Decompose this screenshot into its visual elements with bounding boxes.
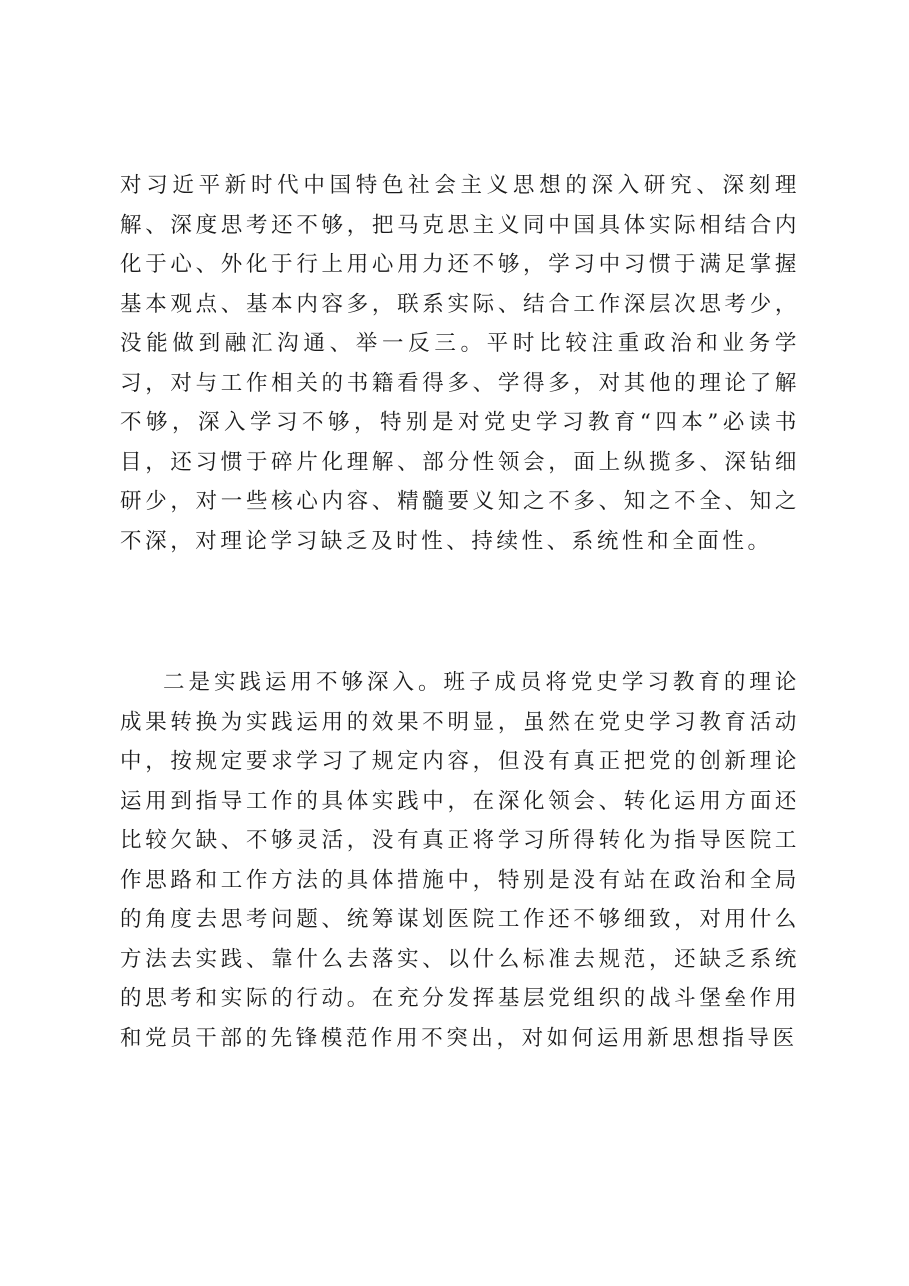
paragraph-practice: 二是实践运用不够深入。班子成员将党史学习教育的理论成果转换为实践运用的效果不明显，虽然在党史学习教育活动中，按规定要求学习了规定内容，但没有真正把党的创新理论运用到指导工作的具体实践中，在深化领会、转化运用方面还比较欠缺、不够灵活，没有真正将学习所得转化为指导医院工作思路和工作方法的具体措施中，特别是没有站在政治和全局的角度去思考问题、统筹谋划医院工作还不够细致，对用什么方法去实践、靠什么去落实、以什么标准去规范，还缺乏系统的思考和实际的行动。在充分发挥基层党组织的战斗堡垒作用和党员干部的先锋模范作用不突出，对如何运用新思想指导医 — [120, 670, 800, 1051]
paragraph-continuation: 对习近平新时代中国特色社会主义思想的深入研究、深刻理解、深度思考还不够，把马克思主义同中国具体实际相结合内化于心、外化于行上用心用力还不够，学习中习惯于满足掌握基本观点、基本内容多，联系实际、结合工作深层次思考少，没能做到融汇沟通、举一反三。平时比较注重政治和业务学习，对与工作相关的书籍看得多、学得多，对其他的理论了解不够，深入学习不够，特别是对党史学习教育“四本”必读书目，还习惯于碎片化理解、部分性领会，面上纵揽多、深钻细研少，对一些核心内容、精髓要义知之不多、知之不全、知之不深，对理论学习缺乏及时性、持续性、系统性和全面性。 — [120, 173, 800, 554]
body-text-block-1 — [120, 166, 800, 561]
body-text-block-2 — [120, 663, 800, 1058]
